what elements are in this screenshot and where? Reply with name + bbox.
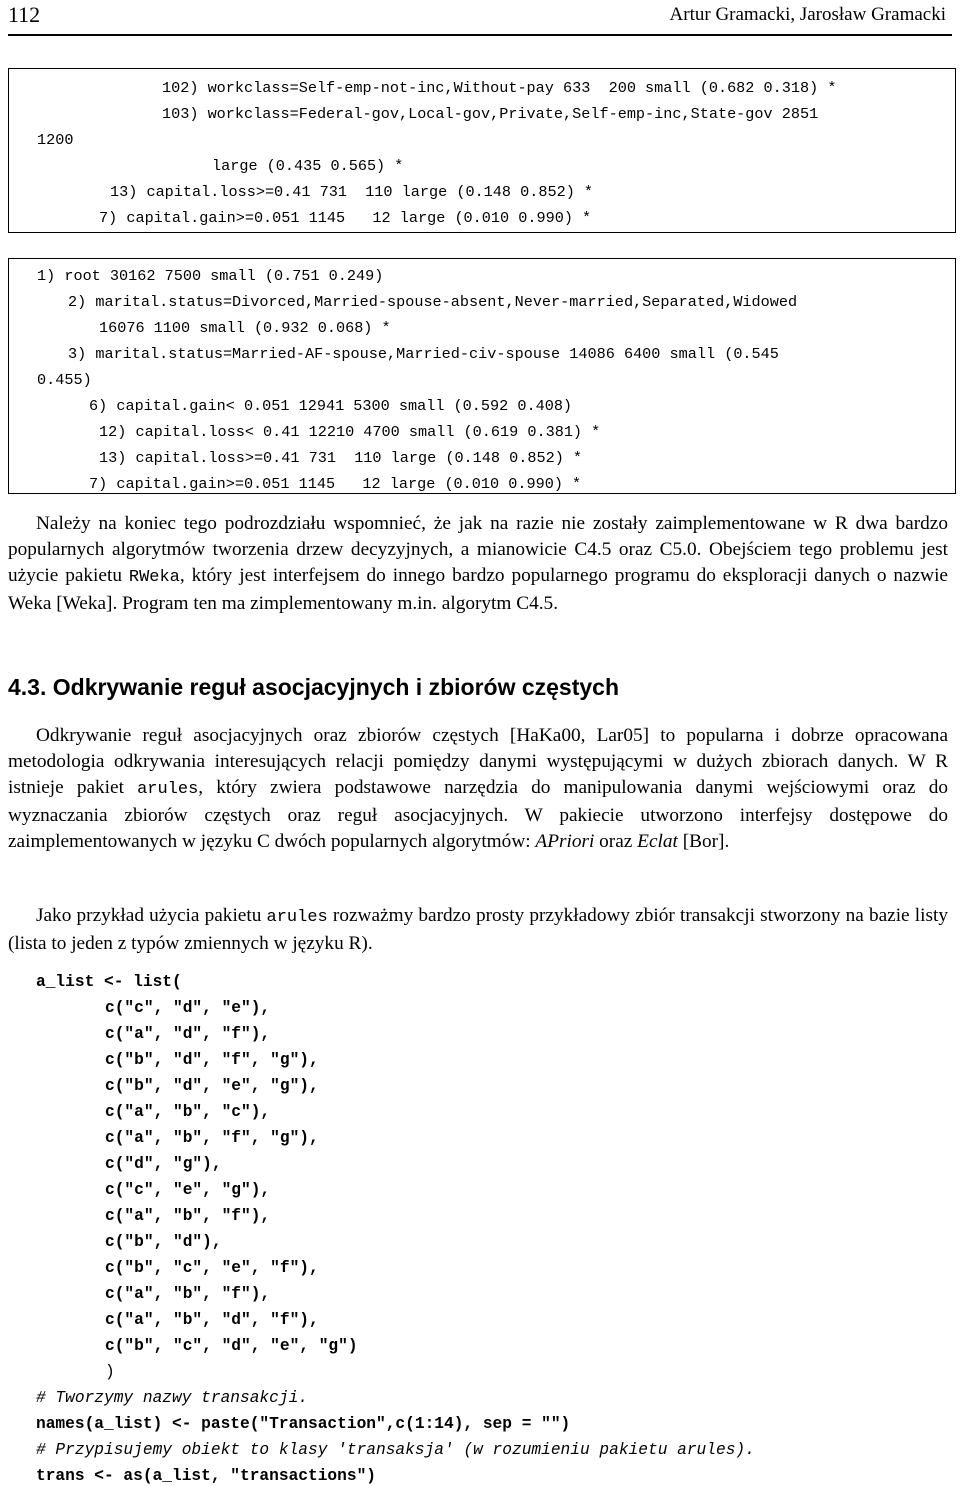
inline-code-arules: arules bbox=[137, 780, 199, 799]
page-number: 112 bbox=[8, 2, 41, 27]
code-line: c("a", "b", "f"), bbox=[105, 1207, 271, 1225]
code-line: ) bbox=[105, 1363, 115, 1381]
output-line: 1200 bbox=[37, 131, 74, 149]
code-line: c("c", "e", "g"), bbox=[105, 1181, 271, 1199]
code-line: c("c", "d", "e"), bbox=[105, 999, 271, 1017]
output-line: 7) capital.gain>=0.051 1145 12 large (0.010 0.990) * bbox=[89, 475, 582, 493]
code-comment: # Tworzymy nazwy transakcji. bbox=[36, 1389, 308, 1407]
output-line: 7) capital.gain>=0.051 1145 12 large (0.010 0.990) * bbox=[99, 209, 592, 227]
output-line: 13) capital.loss>=0.41 731 110 large (0.148 0.852) * bbox=[110, 183, 594, 201]
output-line: large (0.435 0.565) * bbox=[212, 157, 404, 175]
running-head-authors: Artur Gramacki, Jarosław Gramacki bbox=[669, 4, 946, 25]
code-comment: # Przypisujemy obiekt to klasy 'transaksja' (w rozumieniu pakietu arules). bbox=[36, 1441, 755, 1459]
output-line: 103) workclass=Federal-gov,Local-gov,Private,Self-emp-inc,State-gov 2851 bbox=[162, 105, 819, 123]
output-line: 6) capital.gain< 0.051 12941 5300 small (0.592 0.408) bbox=[89, 397, 573, 415]
output-line: 12) capital.loss< 0.41 12210 4700 small (0.619 0.381) * bbox=[99, 423, 601, 441]
code-line: c("a", "b", "c"), bbox=[105, 1103, 271, 1121]
code-line: c("b", "d", "e", "g"), bbox=[105, 1077, 319, 1095]
code-line: c("d", "g"), bbox=[105, 1155, 222, 1173]
code-line: c("a", "b", "d", "f"), bbox=[105, 1311, 319, 1329]
code-line: names(a_list) <- paste("Transaction",c(1:14), sep = "") bbox=[36, 1415, 571, 1433]
code-line: a_list <- list( bbox=[36, 973, 182, 991]
code-line: c("b", "d"), bbox=[105, 1233, 222, 1251]
inline-code-arules: arules bbox=[266, 908, 328, 927]
code-line: c("b", "d", "f", "g"), bbox=[105, 1051, 319, 1069]
output-line: 102) workclass=Self-emp-not-inc,Without-pay 633 200 small (0.682 0.318) * bbox=[162, 79, 837, 97]
code-line: c("b", "c", "d", "e", "g") bbox=[105, 1337, 358, 1355]
output-line: 13) capital.loss>=0.41 731 110 large (0.148 0.852) * bbox=[99, 449, 583, 467]
output-line: 2) marital.status=Divorced,Married-spouse-absent,Never-married,Separated,Widowed bbox=[68, 293, 798, 311]
paragraph-arules-intro: Odkrywanie reguł asocjacyjnych oraz zbiorów częstych [HaKa00, Lar05] to popularna i dobrze opracowana metodologia odkrywania interesujących relacji pomiędzy danymi występującymi w dużych zbiorach danych. W R istnieje pakiet arules, który zwiera podstawowe narzędzia do manipulowania danymi wejściowymi oraz do wyznaczania zbiorów częstych oraz reguł asocjacyjnych. W pakiecie utworzono interfejsy dostępowe do zaimplementowanych w języku C dwóch popularnych algorytmów: APriori oraz Eclat [Bor]. bbox=[8, 725, 948, 852]
paragraph-rweka: Należy na koniec tego podrozdziału wspomnieć, że jak na razie nie zostały zaimplementowane w R dwa bardzo popularnych algorytmów tworzenia drzew decyzyjnych, a mianowicie C4.5 oraz C5.0. Obejściem tego problemu jest użycie pakietu RWeka, który jest interfejsem do innego bardzo popularnego programu do eksploracji danych o nazwie Weka [Weka]. Program ten ma zimplementowany m.in. algorytm C4.5. bbox=[8, 513, 948, 614]
inline-code-rweka: RWeka bbox=[128, 568, 180, 587]
code-output-box-1 bbox=[8, 68, 956, 233]
paragraph-example: Jako przykład użycia pakietu arules rozważmy bardzo prosty przykładowy zbiór transakcji stworzony na bazie listy (lista to jeden z typów zmiennych w języku R). bbox=[8, 905, 948, 954]
output-line: 3) marital.status=Married-AF-spouse,Married-civ-spouse 14086 6400 small (0.545 bbox=[68, 345, 779, 363]
output-line: 1) root 30162 7500 small (0.751 0.249) bbox=[37, 267, 384, 285]
page-header bbox=[8, 0, 952, 36]
code-line: c("b", "c", "e", "f"), bbox=[105, 1259, 319, 1277]
code-output-box-2 bbox=[8, 258, 956, 494]
code-line: trans <- as(a_list, "transactions") bbox=[36, 1467, 376, 1485]
section-heading: 4.3. Odkrywanie reguł asocjacyjnych i zbiorów częstych bbox=[8, 674, 620, 700]
code-line: c("a", "d", "f"), bbox=[105, 1025, 271, 1043]
code-line: c("a", "b", "f", "g"), bbox=[105, 1129, 319, 1147]
output-line: 0.455) bbox=[37, 371, 92, 389]
code-line: c("a", "b", "f"), bbox=[105, 1285, 271, 1303]
output-line: 16076 1100 small (0.932 0.068) * bbox=[99, 319, 391, 337]
